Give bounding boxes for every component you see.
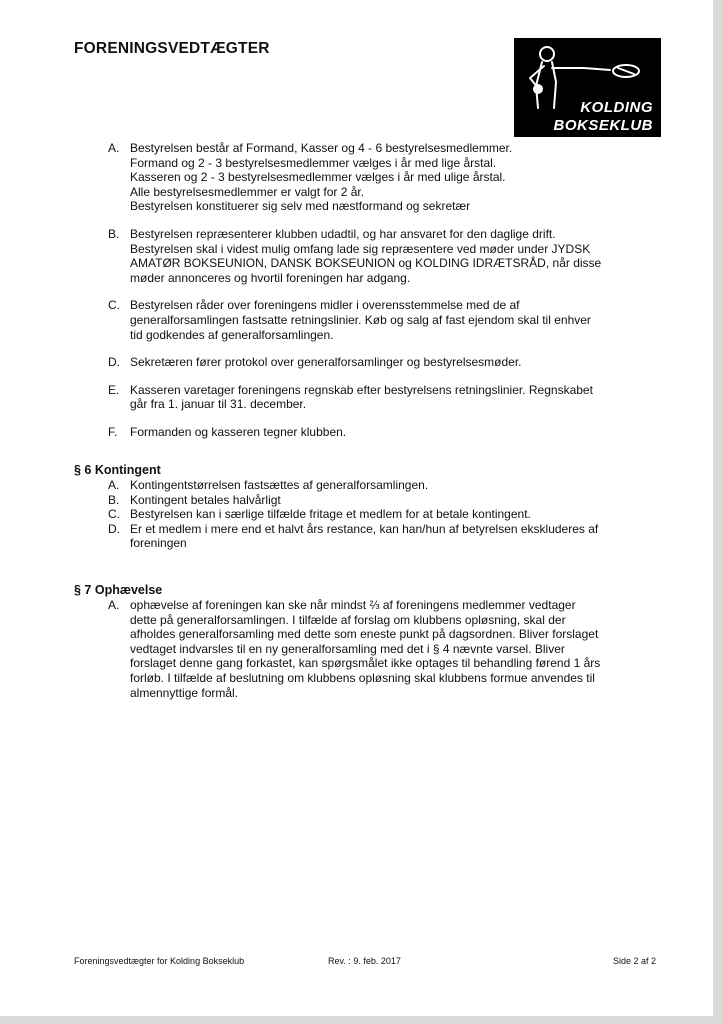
item-letter: E. xyxy=(108,382,120,397)
item-line: Bestyrelsen kan i særlige tilfælde fritage et medlem for at betale kontingent. xyxy=(130,507,531,522)
section6-list xyxy=(108,478,678,551)
item-line: forløb. I tilfælde af beslutning om klubbens opløsning skal klubbens formue anvendes til xyxy=(130,670,595,685)
item-letter: B. xyxy=(108,492,120,507)
item-letter: A. xyxy=(108,598,120,612)
list-item xyxy=(108,522,678,551)
item-letter: D. xyxy=(108,355,120,370)
item-line: Formand og 2 - 3 bestyrelsesmedlemmer vælges i år med lige årstal. xyxy=(130,155,497,170)
item-letter: C. xyxy=(108,298,120,313)
footer-page-number: Side 2 af 2 xyxy=(613,956,657,966)
item-line: Formanden og kasseren tegner klubben. xyxy=(130,424,347,439)
list-item xyxy=(108,355,678,370)
item-line: Bestyrelsen repræsenterer klubben udadtil, og har ansvaret for den daglige drift. xyxy=(130,226,556,241)
item-letter: A. xyxy=(108,478,120,492)
item-letter: A. xyxy=(108,141,120,155)
logo-text-bokseklub: BOKSEKLUB xyxy=(553,117,653,134)
section6-heading: § 6 Kontingent xyxy=(74,463,161,477)
logo-text-kolding: KOLDING xyxy=(580,99,653,116)
list-item xyxy=(108,478,678,493)
item-line: Kasseren og 2 - 3 bestyrelsesmedlemmer vælges i år med ulige årstal. xyxy=(130,170,506,185)
list-item xyxy=(108,383,678,412)
list-item xyxy=(108,141,678,214)
item-line: generalforsamlingen fastsatte retningslinier. Køb og salg af fast ejendom skal til enhver xyxy=(130,312,591,327)
page-title: FORENINGSVEDTÆGTER xyxy=(74,40,270,57)
item-letter: B. xyxy=(108,226,120,241)
item-line: Kontingentstørrelsen fastsættes af generalforsamlingen. xyxy=(130,478,429,492)
item-line: Bestyrelsen skal i videst mulig omfang lade sig repræsentere ved møder under JYDSK xyxy=(130,241,591,256)
item-line: Bestyrelsen konstituerer sig selv med næstformand og sekretær xyxy=(130,199,471,214)
section7-heading: § 7 Ophævelse xyxy=(74,583,163,597)
item-line: går fra 1. januar til 31. december. xyxy=(130,397,307,412)
section5-list xyxy=(108,141,678,440)
item-line: AMATØR BOKSEUNION, DANSK BOKSEUNION og KOLDING IDRÆTSRÅD, når disse xyxy=(130,256,602,271)
list-item xyxy=(108,493,678,508)
footer-title: Foreningsvedtægter for Kolding Bokseklub xyxy=(74,956,245,966)
item-line: afholdes generalforsamling med dette som eneste punkt på dagsordnen. Bliver forslaget xyxy=(130,627,599,642)
club-logo xyxy=(514,38,661,137)
item-line: tid godkendes af generalforsamlingen. xyxy=(130,327,334,342)
item-line: dette på generalforsamlingen. I tilfælde af forslag om klubbens opløsning, skal der xyxy=(130,612,566,627)
footer-revision: Rev. : 9. feb. 2017 xyxy=(328,956,401,966)
list-item xyxy=(108,598,678,700)
item-letter: F. xyxy=(108,424,118,439)
item-letter: D. xyxy=(108,521,120,536)
item-letter: C. xyxy=(108,507,120,522)
list-item xyxy=(108,227,678,285)
section7-list xyxy=(108,598,678,700)
item-line: Kasseren varetager foreningens regnskab efter bestyrelsens retningslinier. Regnskabet xyxy=(130,382,593,397)
list-item xyxy=(108,298,678,342)
item-line: Sekretæren fører protokol over generalforsamlinger og bestyrelsesmøder. xyxy=(130,355,522,370)
item-line: Bestyrelsen består af Formand, Kasser og 4 - 6 bestyrelsesmedlemmer. xyxy=(130,141,513,155)
item-line: Alle bestyrelsesmedlemmer er valgt for 2 år. xyxy=(130,184,365,199)
item-line: almennyttige formål. xyxy=(130,685,239,700)
item-line: Kontingent betales halvårligt xyxy=(130,492,281,507)
list-item xyxy=(108,425,678,440)
item-line: møder annonceres og hvortil foreningen har adgang. xyxy=(130,270,411,285)
list-item xyxy=(108,507,678,522)
item-line: Bestyrelsen råder over foreningens midler i overensstemmelse med de af xyxy=(130,298,520,313)
item-line: vedtaget indvarsles til en ny generalforsamling med det i § 4 nævnte varsel. Bliver xyxy=(130,641,565,656)
item-line: foreningen xyxy=(130,536,187,551)
item-line: forslaget denne gang forkastet, kan spørgsmålet ikke optages til behandling førend 1 års xyxy=(130,656,601,671)
item-line: Er et medlem i mere end et halvt års restance, kan han/hun af betyrelsen ekskluderes af xyxy=(130,521,599,536)
item-line: ophævelse af foreningen kan ske når mindst ⅔ af foreningens medlemmer vedtager xyxy=(130,598,576,612)
